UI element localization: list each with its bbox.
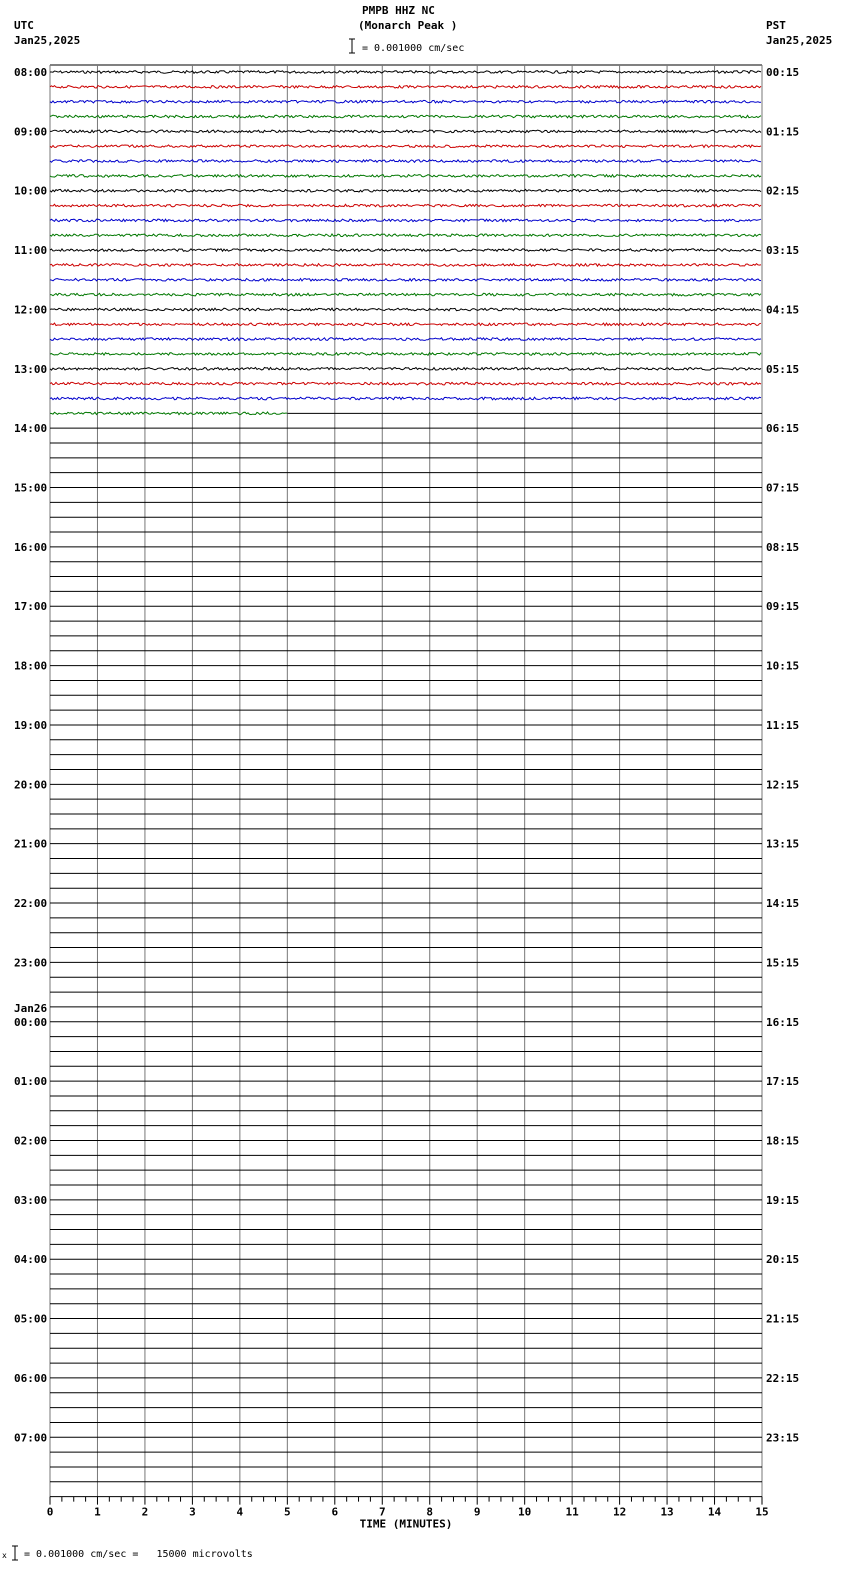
utc-hour-label: 13:00 [14, 362, 48, 376]
left-date: Jan25,2025 [14, 34, 81, 47]
utc-hour-label: 19:00 [14, 718, 48, 732]
utc-hour-label: 10:00 [14, 184, 48, 198]
pst-hour-label: 02:15 [766, 184, 800, 198]
seismic-trace [50, 219, 761, 222]
utc-hour-label: 23:00 [14, 956, 48, 970]
utc-hour-label: 18:00 [14, 659, 48, 673]
utc-hour-label: 02:00 [14, 1134, 48, 1148]
seismic-trace [50, 100, 761, 103]
seismic-trace [50, 264, 761, 267]
utc-hour-label: 00:00 [14, 1015, 48, 1029]
seismic-trace [50, 293, 761, 296]
x-tick-label: 11 [565, 1505, 579, 1519]
utc-hour-label: 21:00 [14, 837, 48, 851]
utc-hour-label: 08:00 [14, 66, 48, 79]
x-tick-label: 9 [473, 1505, 481, 1519]
pst-hour-label: 08:15 [766, 540, 800, 554]
x-tick-label: 3 [189, 1505, 196, 1519]
utc-hour-label: 12:00 [14, 303, 48, 317]
pst-hour-label: 00:15 [766, 66, 800, 79]
x-tick-label: 14 [707, 1505, 722, 1519]
x-tick-label: 8 [426, 1505, 434, 1519]
pst-hour-label: 20:15 [766, 1253, 800, 1267]
x-tick-label: 0 [46, 1505, 54, 1519]
seismic-trace [50, 368, 761, 371]
utc-hour-label: 03:00 [14, 1193, 48, 1207]
pst-hour-label: 21:15 [766, 1312, 800, 1326]
seismic-trace [50, 145, 761, 148]
utc-hour-label: 05:00 [14, 1312, 48, 1326]
x-axis-title: TIME (MINUTES) [359, 1517, 453, 1531]
pst-hour-label: 04:15 [766, 303, 800, 317]
pst-hour-label: 07:15 [766, 481, 800, 495]
seismic-trace [50, 382, 761, 385]
utc-hour-label: 20:00 [14, 778, 48, 792]
pst-hour-label: 11:15 [766, 718, 800, 732]
x-tick-label: 1 [94, 1505, 101, 1519]
utc-hour-label: 15:00 [14, 481, 48, 495]
seismic-trace [50, 412, 287, 415]
seismic-trace [50, 323, 761, 326]
pst-hour-label: 17:15 [766, 1075, 800, 1089]
station-title: PMPB HHZ NC [362, 4, 435, 17]
seismic-trace [50, 160, 761, 163]
utc-hour-label: 07:00 [14, 1431, 48, 1445]
x-tick-label: 6 [331, 1505, 339, 1519]
pst-hour-label: 15:15 [766, 956, 800, 970]
footer-scale-icon [2, 1543, 22, 1563]
x-tick-label: 12 [612, 1505, 627, 1519]
utc-hour-label: 04:00 [14, 1253, 48, 1267]
seismic-trace [50, 353, 761, 356]
seismic-trace [50, 234, 761, 237]
seismic-trace [50, 189, 761, 192]
pst-hour-label: 05:15 [766, 362, 800, 376]
seismic-trace [50, 204, 761, 207]
utc-hour-label: 11:00 [14, 244, 48, 258]
pst-hour-label: 13:15 [766, 837, 800, 851]
seismic-trace [50, 115, 761, 118]
footer-note: = 0.001000 cm/sec = 15000 microvolts [24, 1549, 253, 1560]
utc-hour-label: 14:00 [14, 422, 48, 436]
utc-hour-label: 01:00 [14, 1075, 48, 1089]
seismic-trace [50, 279, 761, 282]
left-timezone: UTC [14, 19, 34, 32]
pst-hour-label: 10:15 [766, 659, 800, 673]
pst-hour-label: 23:15 [766, 1431, 800, 1445]
seismic-trace [50, 249, 761, 252]
seismic-trace [50, 308, 761, 311]
seismic-trace [50, 130, 761, 133]
svg-text:x: x [2, 1551, 7, 1560]
right-date: Jan25,2025 [766, 34, 833, 47]
seismic-trace [50, 397, 761, 400]
utc-hour-label: 16:00 [14, 540, 48, 554]
seismic-trace [50, 338, 761, 341]
x-tick-label: 4 [236, 1505, 244, 1519]
utc-hour-label: 09:00 [14, 125, 48, 139]
pst-hour-label: 01:15 [766, 125, 800, 139]
station-location: (Monarch Peak ) [358, 19, 458, 32]
utc-hour-label: 17:00 [14, 600, 48, 614]
x-tick-label: 2 [141, 1505, 149, 1519]
pst-hour-label: 18:15 [766, 1134, 800, 1148]
pst-hour-label: 22:15 [766, 1371, 800, 1385]
right-timezone: PST [766, 19, 786, 32]
x-tick-label: 10 [518, 1505, 532, 1519]
pst-hour-label: 16:15 [766, 1015, 800, 1029]
seismic-trace [50, 175, 761, 178]
utc-hour-label: 22:00 [14, 897, 48, 911]
seismic-trace [50, 71, 761, 74]
pst-hour-label: 14:15 [766, 897, 800, 911]
x-tick-label: 13 [660, 1505, 674, 1519]
pst-hour-label: 09:15 [766, 600, 800, 614]
seismic-trace [50, 86, 761, 89]
x-tick-label: 7 [378, 1505, 386, 1519]
x-tick-label: 5 [284, 1505, 291, 1519]
x-tick-label: 15 [755, 1505, 769, 1519]
pst-hour-label: 06:15 [766, 422, 800, 436]
utc-hour-label: 06:00 [14, 1371, 48, 1385]
pst-hour-label: 19:15 [766, 1193, 800, 1207]
pst-hour-label: 12:15 [766, 778, 800, 792]
pst-hour-label: 03:15 [766, 244, 800, 258]
date-change-label: Jan26 [14, 1001, 48, 1015]
scale-text: = 0.001000 cm/sec [362, 43, 465, 54]
